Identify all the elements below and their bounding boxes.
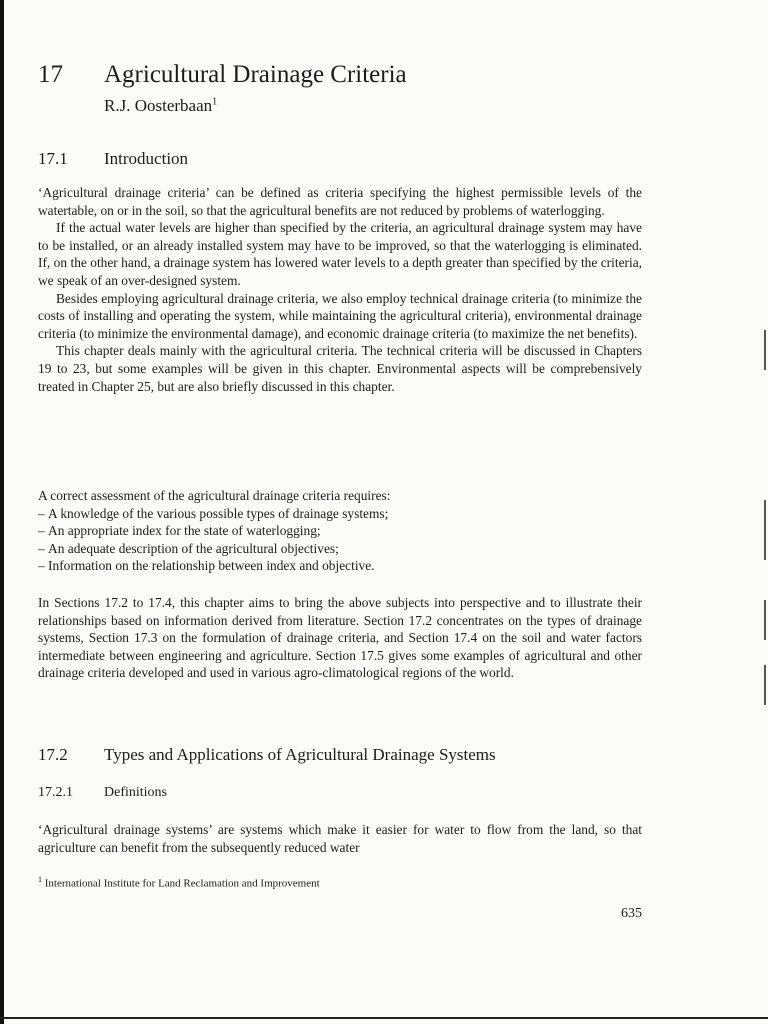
footnote-mark: 1 bbox=[38, 875, 42, 884]
author-footnote-mark: 1 bbox=[212, 96, 218, 108]
scan-mark bbox=[764, 330, 766, 370]
intro-text bbox=[38, 184, 642, 395]
scan-mark bbox=[764, 600, 766, 640]
footnote-text: International Institute for Land Reclamation and Improvement bbox=[44, 877, 320, 890]
page-number: 635 bbox=[621, 906, 642, 921]
author-name: R.J. Oosterbaan bbox=[104, 96, 213, 115]
chapter-title: Agricultural Drainage Criteria bbox=[104, 61, 407, 88]
list-intro: A correct assessment of the agricultural drainage criteria requires: bbox=[38, 488, 391, 503]
section-title: Introduction bbox=[104, 149, 189, 168]
paragraph: ‘Agricultural drainage systems’ are systems which make it easier for water to flow from the land, so that agriculture can benefit from the subsequently reduced water bbox=[38, 822, 642, 855]
footnote bbox=[38, 875, 320, 890]
section-heading-17-1 bbox=[38, 149, 189, 169]
subsection-number: 17.2.1 bbox=[38, 785, 73, 800]
section-number: 17.1 bbox=[38, 149, 68, 168]
subsection-title: Definitions bbox=[104, 785, 167, 800]
paragraph: Besides employing agricultural drainage criteria, we also employ technical drainage criteria (to minimize the costs of installing and operating the system, while maintaining the agricultural criteria), environmental drainage criteria (to minimize the environmental damage), and economic drainage criteria (to maximize the net benefits). bbox=[38, 290, 642, 341]
paragraph: ‘Agricultural drainage criteria’ can be defined as criteria specifying the highest permissible levels of the watertable, on or in the soil, so that the agricultural benefits are not reduced by problems of waterlogging. bbox=[38, 185, 642, 218]
page-left-edge bbox=[0, 0, 4, 1024]
list-item: – An appropriate index for the state of waterlogging; bbox=[38, 522, 642, 540]
section-number: 17.2 bbox=[38, 745, 68, 764]
requirements-block bbox=[38, 487, 642, 575]
section-title: Types and Applications of Agricultural Drainage Systems bbox=[104, 745, 496, 764]
definitions-text bbox=[38, 821, 642, 856]
requirements-list bbox=[38, 505, 642, 575]
paragraph: In Sections 17.2 to 17.4, this chapter aims to bring the above subjects into perspective and to illustrate their relationships based on information derived from literature. Section 17.2 concentrates on the types of drainage systems, Section 17.3 on the formulation of drainage criteria, and Section 17.4 on the soil and water factors intermediate between engineering and agriculture. Section 17.5 gives some examples of agricultural and other drainage criteria developed and used in various agro-climatological regions of the world. bbox=[38, 595, 642, 681]
list-item: – Information on the relationship between index and objective. bbox=[38, 557, 642, 575]
scan-mark bbox=[764, 665, 766, 705]
list-item: – An adequate description of the agricultural objectives; bbox=[38, 540, 642, 558]
page-bottom-rule bbox=[0, 1017, 768, 1019]
chapter-number: 17 bbox=[38, 61, 63, 88]
section-heading-17-2 bbox=[38, 745, 496, 765]
closing-paragraph bbox=[38, 594, 642, 682]
paragraph: If the actual water levels are higher than specified by the criteria, an agricultural drainage system may have to be installed, or an already installed system may have to be improved, so that the waterlogging is eliminated. If, on the other hand, a drainage system has lowered water levels to a depth greater than specified by the criteria, we speak of an over-designed system. bbox=[38, 220, 642, 288]
paragraph: This chapter deals mainly with the agricultural criteria. The technical criteria will be discussed in Chapters 19 to 23, but some examples will be given in this chapter. Environmental aspects will be comprebensively treated in Chapter 25, but are also briefly discussed in this chapter. bbox=[38, 343, 642, 394]
author-line bbox=[104, 96, 217, 116]
subsection-heading-17-2-1 bbox=[38, 785, 167, 801]
list-item: – A knowledge of the various possible types of drainage systems; bbox=[38, 505, 642, 523]
scan-mark bbox=[764, 500, 766, 560]
